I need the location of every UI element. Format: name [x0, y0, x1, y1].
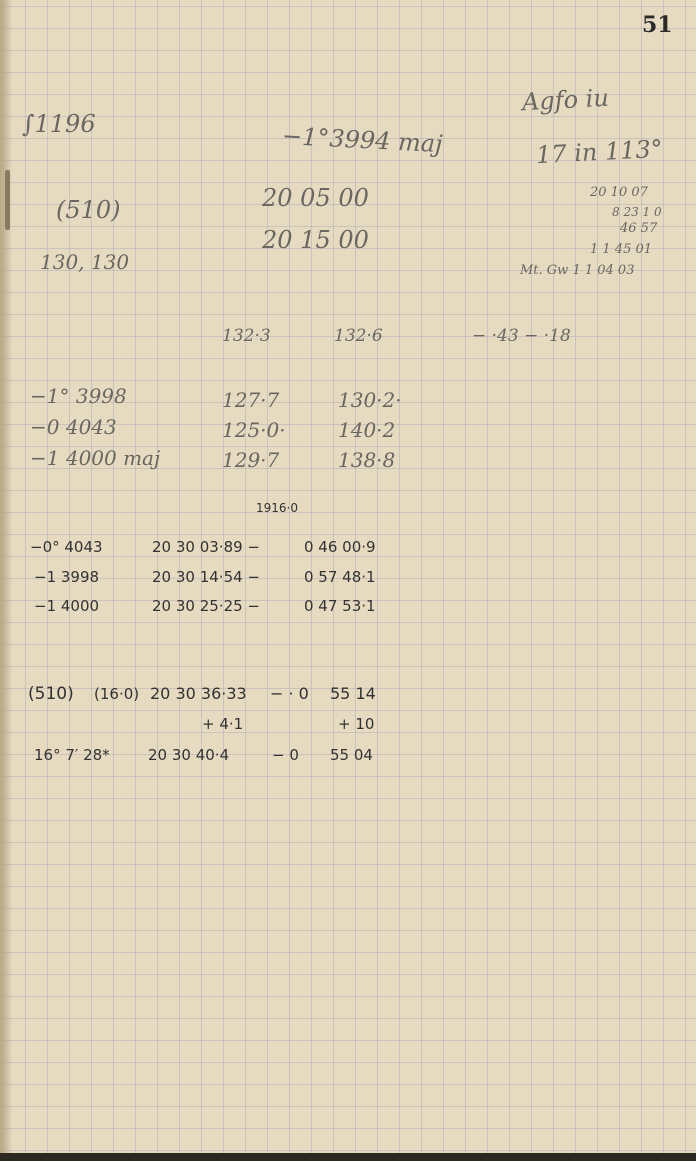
triplet-value-a: 129·7	[222, 448, 280, 472]
epoch-label: 1916·0	[256, 501, 298, 515]
final-separator: − · 0	[270, 684, 309, 703]
agfo-label: Agfo iu	[521, 83, 610, 117]
page-number: 51	[642, 12, 673, 38]
final-dd-corrected: 55 04	[330, 746, 373, 764]
ink-ra: 20 30 03·89 −	[152, 538, 260, 556]
final-separator-2: − 0	[272, 746, 299, 764]
triplet-value-b: 130·2·	[338, 388, 402, 412]
ink-ra: 20 30 14·54 −	[152, 568, 260, 586]
triplet-label: −0 4043	[30, 415, 117, 439]
pencil-time-1: 20 05 00	[262, 184, 369, 212]
binding-hole	[5, 170, 10, 230]
final-dd: 55 14	[330, 684, 376, 703]
value-132-6: 132·6	[334, 326, 383, 346]
difference-values: − ·43 − ·18	[472, 326, 571, 346]
value-132-3: 132·3	[222, 326, 271, 346]
triplet-value-a: 127·7	[222, 388, 280, 412]
ink-dd: 0 46 00·9	[304, 538, 376, 556]
ink-dec: −1 3998	[34, 568, 100, 586]
ink-dec: −1 4000	[34, 597, 100, 615]
pencil-time-2: 20 15 00	[262, 226, 369, 254]
triplet-label: −1° 3998	[30, 384, 127, 408]
ink-dd: 0 47 53·1	[304, 597, 376, 615]
triplet-label: −1 4000 maj	[30, 446, 161, 470]
final-ra-corrected: 20 30 40·4	[148, 746, 230, 764]
pair-label: 130, 130	[40, 250, 130, 274]
declination-note: −1°3994 maj	[281, 121, 444, 159]
right-block-line: 1 1 45 01	[590, 242, 653, 257]
ink-dec: −0° 4043	[30, 538, 103, 556]
triplet-value-a: 125·0·	[222, 418, 286, 442]
agfo-time: 17 in 113°	[535, 134, 664, 170]
ink-ra: 20 30 25·25 −	[152, 597, 260, 615]
final-label-1: (510)	[28, 684, 74, 704]
bracket-label: (510)	[56, 196, 121, 224]
correction-ra: + 4·1	[202, 715, 244, 733]
ink-dd: 0 57 48·1	[304, 568, 376, 586]
page-bottom-edge	[0, 1153, 696, 1161]
triplet-value-b: 138·8	[338, 448, 396, 472]
right-block-line: 46 57	[620, 221, 658, 236]
final-label-2: (16·0)	[94, 685, 140, 703]
correction-dd: + 10	[338, 715, 375, 733]
final-ra: 20 30 36·33	[150, 684, 247, 703]
integral-reference: ∫1196	[22, 110, 96, 138]
triplet-value-b: 140·2	[338, 418, 396, 442]
right-block-line: 8 23 1 0	[612, 205, 662, 219]
right-block-line: Mt. Gw 1 1 04 03	[520, 263, 635, 278]
right-block-line: 20 10 07	[590, 185, 648, 200]
final-date: 16° 7′ 28*	[34, 746, 110, 764]
